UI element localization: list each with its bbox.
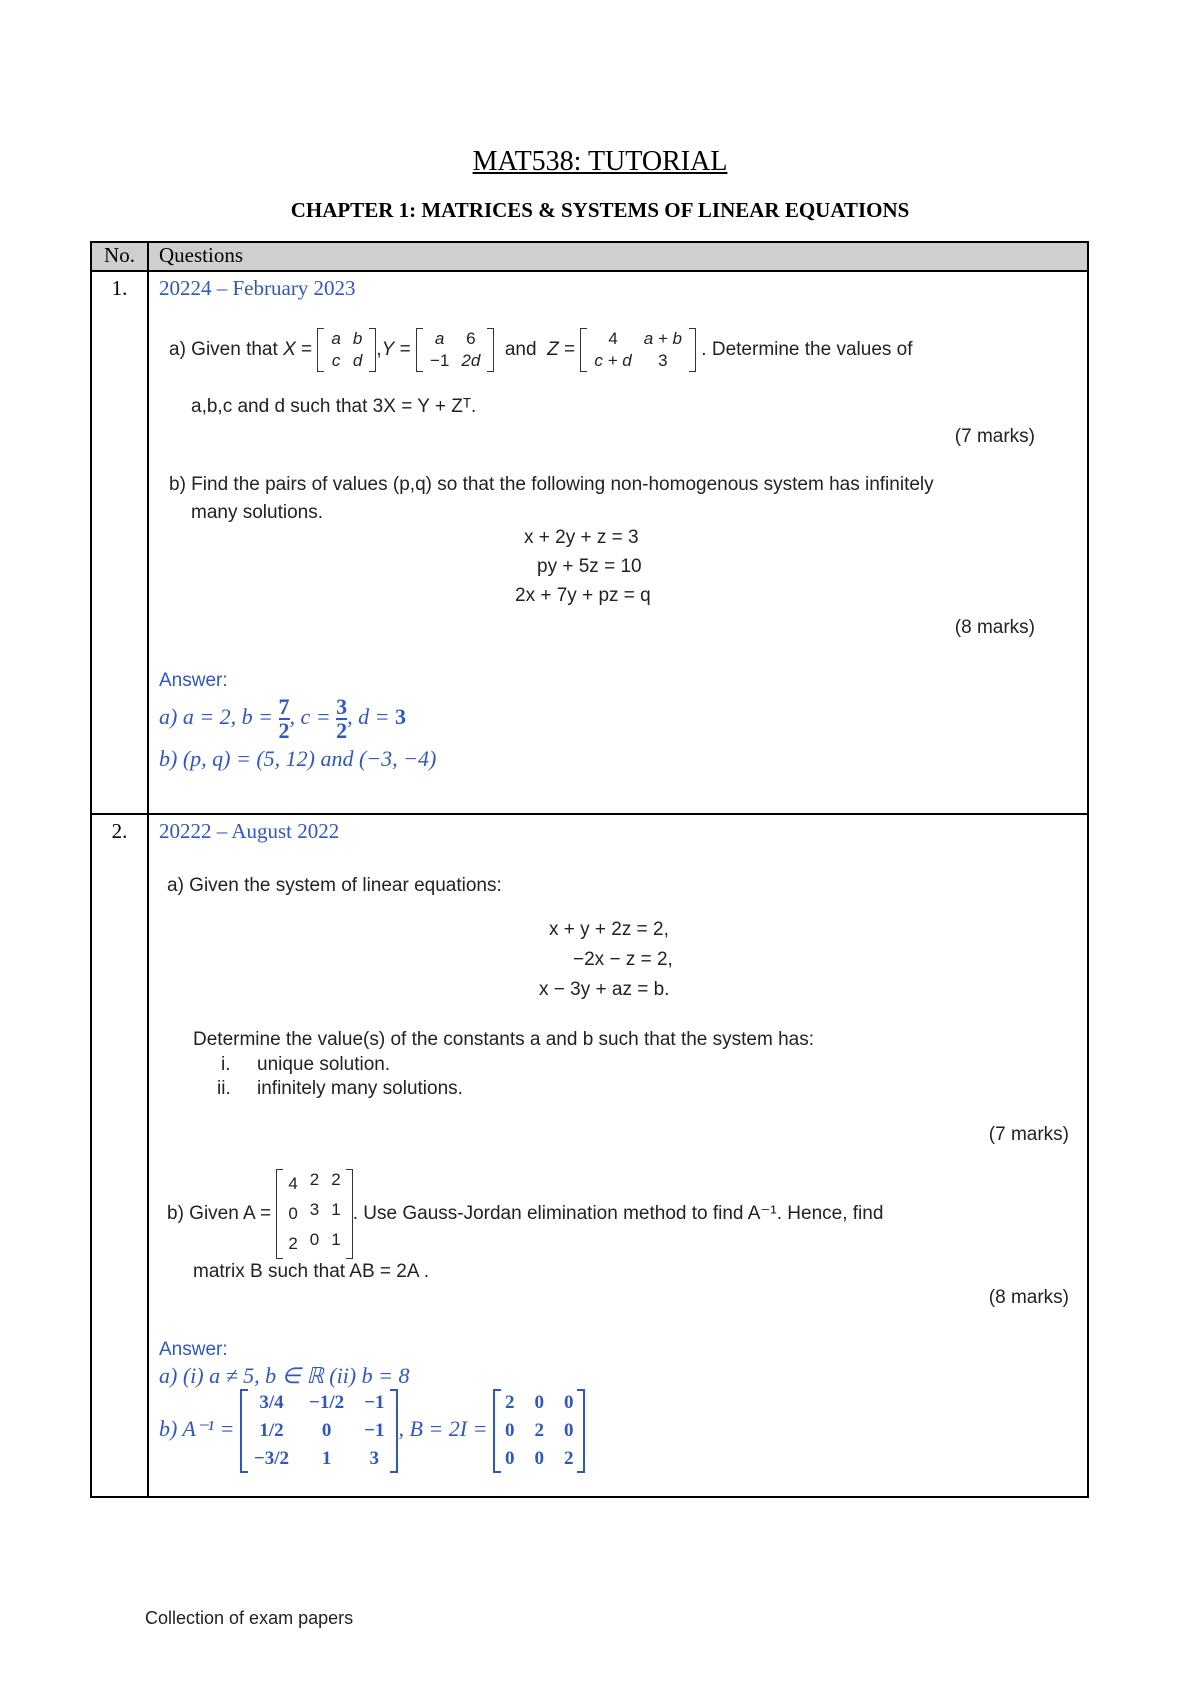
answer-b	[159, 1389, 585, 1473]
table-header-row	[91, 242, 1088, 271]
question-cell-2	[148, 814, 1088, 1497]
answer-b-mid: , B = 2I =	[398, 1416, 488, 1442]
page-title: MAT538: TUTORIAL	[472, 146, 728, 177]
q2-b-prefix: b) Given A =	[167, 1203, 272, 1225]
equation: x + y + 2z = 2,	[549, 919, 669, 940]
answer-a: a) (i) a ≠ 5, b ∈ ℝ (ii) b = 8	[159, 1363, 410, 1388]
answer-label: Answer:	[159, 1339, 228, 1360]
equation: py + 5z = 10	[537, 556, 642, 577]
answer-a: a) a = 2, b = $\frac{7}{2}$ , c = $\frac{3}{2}$ , d = 3	[159, 694, 407, 743]
answer-b: b) (p, q) = (5, 12) and (−3, −4)	[159, 746, 437, 771]
matrix-y: a 6 −1 2d	[416, 328, 494, 372]
list-item: unique solution.	[257, 1054, 391, 1075]
header-questions: Questions	[148, 242, 1088, 271]
q2-b-line2: matrix B such that AB = 2A .	[193, 1261, 430, 1282]
q2-a-line1: a) Given the system of linear equations:	[167, 875, 502, 896]
page-footer: Collection of exam papers	[145, 1608, 354, 1628]
matrix-z: 4 a + b c + d 3	[580, 328, 696, 372]
answer-label: Answer:	[159, 670, 228, 691]
equation: x + 2y + z = 3	[524, 527, 639, 548]
q2-determine: Determine the value(s) of the constants a and b such that the system has:	[193, 1029, 814, 1050]
equation: −2x − z = 2,	[573, 949, 673, 970]
list-item: infinitely many solutions.	[257, 1078, 463, 1099]
question-cell-1	[148, 271, 1088, 814]
matrix-b: 2 0 0 0 2 0 0 0 2	[493, 1389, 586, 1473]
marks-label: (7 marks)	[988, 1124, 1069, 1145]
q1-part-a: a) Given that X = a b c d ,Y = a 6 −1 2d and Z = 4 a + b c + d 3 . Determine the values of	[169, 329, 913, 370]
marks-label: (8 marks)	[988, 1287, 1069, 1308]
matrix-x: a b c d	[317, 328, 376, 372]
marks-label: (7 marks)	[954, 426, 1035, 447]
matrix-a-inverse: 3/4 −1/2 −1 1/2 0 −1 −3/2 1 3	[240, 1389, 399, 1473]
q1-a-line2: a,b,c and d such that 3X = Y + Zᵀ.	[191, 396, 477, 417]
q1-a-prefix: a) Given that	[169, 339, 278, 361]
answer-b-prefix: b) A⁻¹ =	[159, 1416, 235, 1442]
list-marker: i.	[221, 1054, 231, 1075]
answer-a-text: a) a = 2, b =	[159, 704, 279, 730]
q1-a-rest: . Determine the values of	[701, 339, 913, 361]
list-marker: ii.	[217, 1078, 231, 1099]
q1-b-line2: many solutions.	[191, 502, 324, 523]
q2-b-rest: . Use Gauss-Jordan elimination method to find A⁻¹. Hence, find	[352, 1203, 884, 1225]
equation: 2x + 7y + pz = q	[515, 585, 651, 606]
exam-source: 20224 – February 2023	[159, 276, 356, 300]
question-number: 2.	[91, 814, 148, 1497]
q1-a-and: and	[504, 339, 537, 361]
question-row-1	[91, 271, 1088, 814]
question-number: 1.	[91, 271, 148, 814]
exam-source: 20222 – August 2022	[159, 819, 340, 843]
question-row-2	[91, 814, 1088, 1497]
header-no: No.	[91, 242, 148, 271]
marks-label: (8 marks)	[954, 617, 1035, 638]
q1-b-line1: b) Find the pairs of values (p,q) so that the following non-homogenous system has infinitely	[169, 474, 934, 495]
questions-table	[90, 241, 1089, 1498]
chapter-heading: CHAPTER 1: MATRICES & SYSTEMS OF LINEAR EQUATIONS	[290, 198, 910, 222]
q2-part-b	[167, 1169, 883, 1259]
matrix-a: 4 2 2 0 3 1 2 0 1	[276, 1169, 352, 1259]
equation: x − 3y + az = b.	[539, 979, 670, 1000]
